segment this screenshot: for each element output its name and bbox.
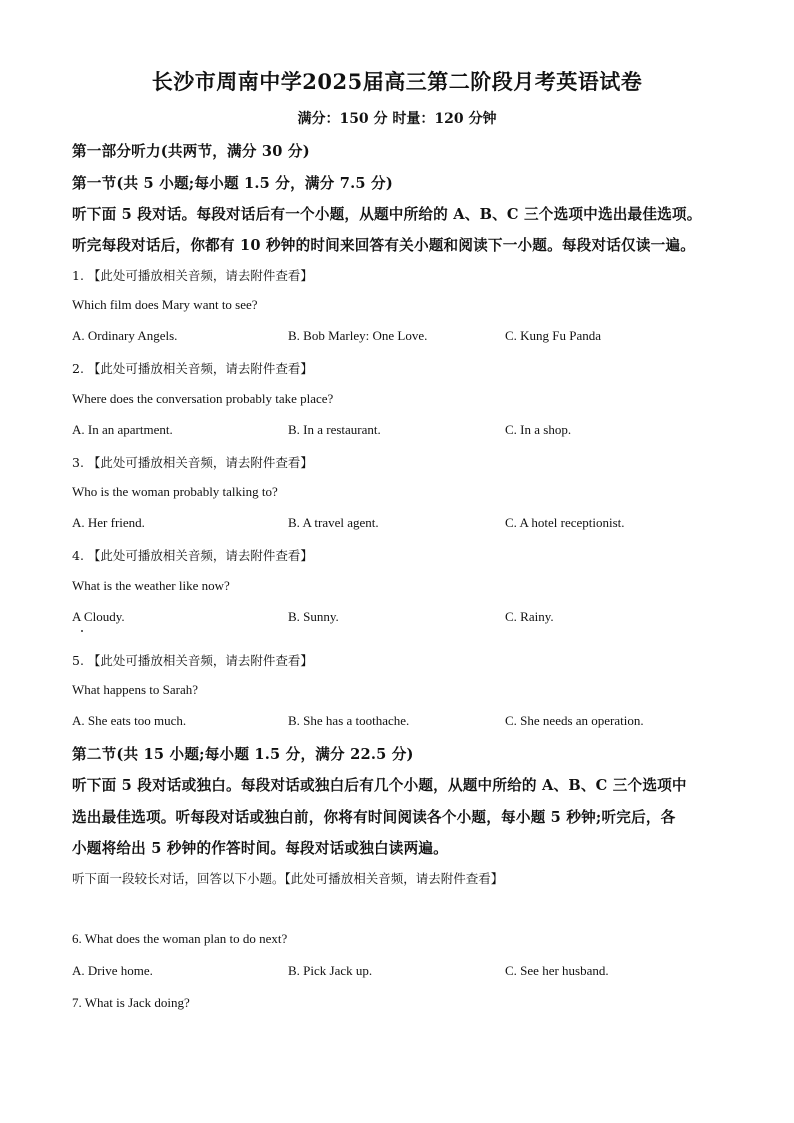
question-text: Who is the woman probably talking to? (72, 484, 278, 499)
audio-placeholder: 4. 【此处可播放相关音频，请去附件查看】 (72, 548, 313, 563)
option-a: A. Ordinary Angels. (72, 328, 178, 343)
option-b: B. She has a toothache. (288, 713, 410, 728)
option-b: B. Pick Jack up. (288, 963, 373, 978)
stray-dot (81, 630, 83, 632)
option-c: C. She needs an operation. (505, 713, 644, 728)
section2-instruction-line: 听下面 5 段对话或独白。每段对话或独白后有几个小题，从题中所给的 A、B、C 三个选项中 (72, 777, 687, 794)
option-c: C. Rainy. (505, 609, 554, 624)
audio-placeholder: 1. 【此处可播放相关音频，请去附件查看】 (72, 268, 313, 283)
option-a: A. In an apartment. (72, 422, 173, 437)
part1-heading: 第一部分听力(共两节，满分 30 分) (72, 143, 310, 160)
section2-instruction-line: 选出最佳选项。听每段对话或独白前，你将有时间阅读各个小题，每小题 5 秒钟;听完后，各 (72, 809, 676, 826)
option-b: B. A travel agent. (288, 515, 379, 530)
page-title: 长沙市周南中学2025届高三第二阶段月考英语试卷 (151, 69, 643, 94)
option-c: C. Kung Fu Panda (505, 328, 602, 343)
score-time-line: 满分：150 分 时量：120 分钟 (297, 111, 497, 127)
option-b: B. Bob Marley: One Love. (288, 328, 428, 343)
section2-heading: 第二节(共 15 小题;每小题 1.5 分，满分 22.5 分) (72, 746, 414, 763)
option-a: A. Drive home. (72, 963, 153, 978)
section2-instruction-line: 小题将给出 5 秒钟的作答时间。每段对话或独白读两遍。 (72, 840, 448, 857)
audio-placeholder: 3. 【此处可播放相关音频，请去附件查看】 (72, 455, 313, 470)
section1-instruction-line: 听下面 5 段对话。每段对话后有一个小题，从题中所给的 A、B、C 三个选项中选出最佳选项。 (72, 206, 702, 223)
option-c: C. In a shop. (505, 422, 572, 437)
option-c: C. A hotel receptionist. (505, 515, 625, 530)
question-text: 7. What is Jack doing? (72, 995, 190, 1010)
option-a: A. Her friend. (72, 515, 145, 530)
question-text: What happens to Sarah? (72, 682, 198, 697)
section1-instruction-line: 听完每段对话后，你都有 10 秒钟的时间来回答有关小题和阅读下一小题。每段对话仅读一遍。 (72, 237, 696, 254)
section2-intro: 听下面一段较长对话，回答以下小题。【此处可播放相关音频，请去附件查看】 (72, 871, 504, 886)
option-a: A. She eats too much. (72, 713, 187, 728)
question-text: What is the weather like now? (72, 578, 230, 593)
audio-placeholder: 5. 【此处可播放相关音频，请去附件查看】 (72, 653, 313, 668)
option-b: B. Sunny. (288, 609, 339, 624)
question-text: Where does the conversation probably take place? (72, 391, 334, 406)
audio-placeholder: 2. 【此处可播放相关音频，请去附件查看】 (72, 361, 313, 376)
question-text: 6. What does the woman plan to do next? (72, 931, 288, 946)
option-c: C. See her husband. (505, 963, 609, 978)
question-text: Which film does Mary want to see? (72, 297, 258, 312)
option-a: A Cloudy. (72, 609, 125, 624)
section1-heading: 第一节(共 5 小题;每小题 1.5 分，满分 7.5 分) (72, 175, 393, 192)
option-b: B. In a restaurant. (288, 422, 381, 437)
